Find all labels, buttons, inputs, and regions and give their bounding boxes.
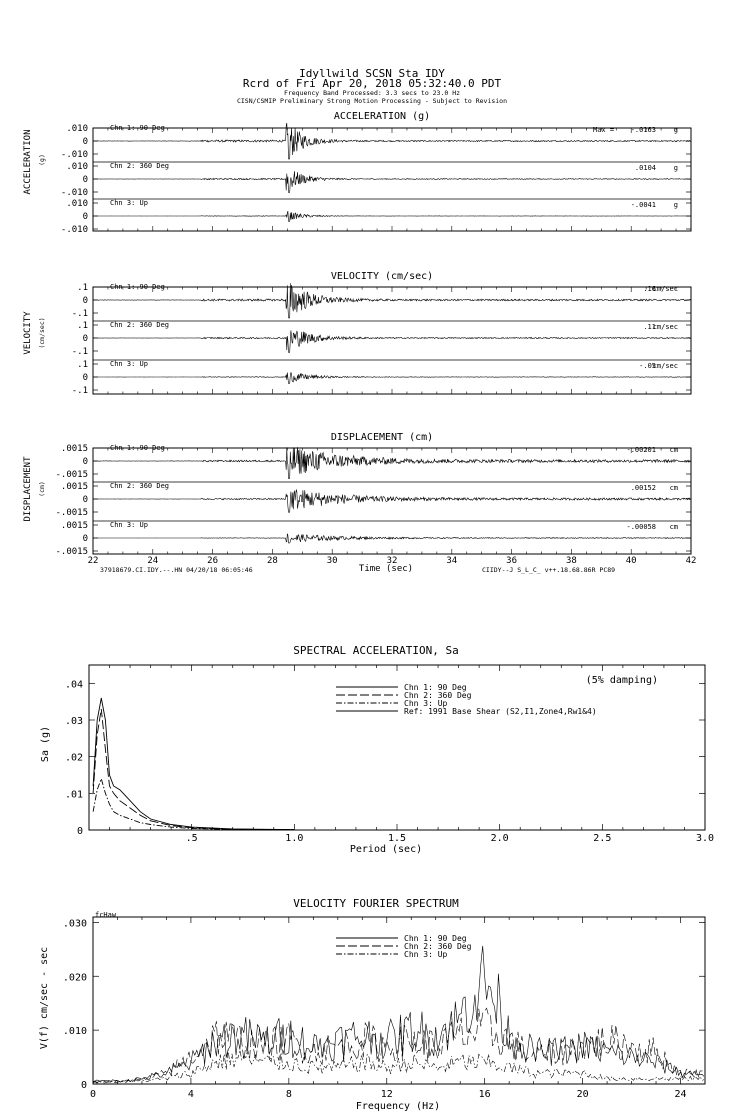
time-tick-label: 36 [506, 556, 518, 566]
velocity-channel-name: Chn 2: 360 Deg [110, 321, 170, 329]
acceleration-channel-name: Chn 1: 90 Deg [110, 124, 165, 132]
acceleration-ytick-neg: -.010 [60, 225, 88, 235]
spectral-legend-label: Ref: 1991 Base Shear (S2,I1,Zone4,Rw1&4) [404, 707, 597, 716]
spectral-legend-label: Chn 1: 90 Deg [404, 683, 467, 692]
acceleration-ytick-pos: .010 [66, 199, 88, 209]
spectral-ytick-label: .04 [64, 679, 83, 691]
spectral-acceleration-plot [40, 644, 714, 855]
fourier-frame [93, 917, 705, 1084]
displacement-channel-unit: cm [669, 523, 678, 531]
acceleration-channel-unit: g [673, 164, 678, 172]
displacement-channel-max: -.00201 [626, 446, 656, 454]
spectral-xtick-label: 2.0 [490, 833, 509, 844]
spectral-series-line [93, 709, 294, 830]
spectral-ylabel: Sa (g) [40, 725, 51, 763]
time-tick-label: 34 [446, 556, 458, 566]
spectral-ytick-label: 0 [76, 826, 83, 837]
station-title: Idyllwild SCSN Sta IDY [299, 67, 445, 80]
velocity-channel-unit: cm/sec [652, 323, 678, 331]
spectral-series-line [93, 698, 294, 830]
spectral-xtick-label: 3.0 [695, 833, 715, 844]
fourier-title: VELOCITY FOURIER SPECTRUM [293, 897, 459, 910]
displacement-side-label: DISPLACEMENT [23, 456, 33, 522]
time-tick-label: 38 [565, 556, 577, 566]
time-axis-label: Time (sec) [358, 564, 414, 574]
spectral-legend-label: Chn 3: Up [404, 699, 448, 708]
displacement-unit-label: (cm) [38, 481, 46, 497]
fourier-corner-label: fcHaw [95, 911, 117, 919]
displacement-title: DISPLACEMENT (cm) [330, 432, 434, 443]
fourier-ytick-label: .010 [62, 1026, 87, 1038]
fourier-series-line [93, 946, 704, 1082]
fourier-xtick-label: 20 [576, 1089, 589, 1100]
acceleration-ytick-pos: .010 [66, 162, 88, 172]
velocity-ytick-neg: -.1 [71, 309, 88, 319]
velocity-channel-max: .16 [643, 285, 656, 293]
velocity-channel-max: .11 [643, 323, 656, 331]
spectral-xlabel: Period (sec) [349, 844, 423, 855]
displacement-ytick-neg: -.0015 [55, 508, 88, 518]
velocity-ytick-zero: 0 [82, 296, 88, 306]
acceleration-panel [23, 111, 691, 235]
acceleration-channel-name: Chn 3: Up [110, 199, 148, 207]
velocity-ytick-neg: -.1 [71, 386, 88, 396]
fourier-xtick-label: 24 [674, 1089, 687, 1100]
velocity-panel [23, 271, 691, 396]
velocity-channel-max: -.05 [639, 362, 656, 370]
displacement-ytick-zero: 0 [82, 495, 88, 505]
fourier-xtick-label: 16 [478, 1089, 491, 1100]
spectral-legend-label: Chn 2: 360 Deg [404, 691, 472, 700]
time-tick-label: 26 [207, 556, 219, 566]
fourier-series-line [93, 1050, 704, 1084]
spectral-ytick-label: .03 [64, 716, 83, 727]
acceleration-channel-unit: g [673, 126, 678, 134]
acceleration-unit-label: (g) [38, 154, 46, 166]
velocity-unit-label: (cm/sec) [38, 317, 46, 349]
fourier-xtick-label: 0 [89, 1089, 97, 1100]
displacement-channel-unit: cm [669, 484, 678, 492]
spectral-xtick-label: 1.5 [387, 833, 407, 844]
acceleration-ytick-neg: -.010 [60, 188, 88, 198]
velocity-frame [93, 287, 691, 394]
time-tick-label: 30 [326, 556, 338, 566]
displacement-ytick-pos: .0015 [60, 482, 88, 492]
acceleration-channel-max: .0104 [634, 164, 656, 172]
spectral-series-line [93, 779, 294, 830]
displacement-ytick-neg: -.0015 [55, 547, 88, 557]
spectral-xtick-label: 1.0 [285, 833, 304, 844]
acceleration-trace [93, 211, 690, 221]
displacement-channel-name: Chn 3: Up [110, 521, 148, 529]
acceleration-channel-max: -.0163 [630, 126, 656, 134]
acceleration-trace [93, 171, 690, 192]
acceleration-channel-name: Chn 2: 360 Deg [110, 162, 170, 170]
damping-note: (5% damping) [585, 675, 658, 686]
frequency-band: Frequency Band Processed: 3.3 secs to 23.0 Hz [283, 89, 461, 97]
displacement-trace [93, 534, 690, 543]
time-tick-label: 28 [266, 556, 278, 566]
velocity-side-label: VELOCITY [23, 311, 33, 355]
displacement-ytick-neg: -.0015 [55, 470, 88, 480]
velocity-ytick-pos: .1 [77, 360, 88, 370]
spectral-frame [89, 665, 705, 830]
acceleration-ytick-zero: 0 [82, 175, 88, 185]
fourier-xtick-label: 4 [187, 1089, 194, 1100]
velocity-ytick-pos: .1 [77, 321, 88, 331]
velocity-ytick-neg: -.1 [71, 347, 88, 357]
fourier-xlabel: Frequency (Hz) [355, 1101, 441, 1112]
spectral-xtick-label: .5 [185, 833, 198, 844]
velocity-channel-unit: cm/sec [652, 285, 678, 293]
velocity-ytick-pos: .1 [77, 283, 88, 293]
displacement-channel-name: Chn 1: 90 Deg [110, 444, 165, 452]
acceleration-ytick-pos: .010 [66, 124, 88, 134]
displacement-panel [23, 432, 691, 557]
acceleration-ytick-zero: 0 [82, 137, 88, 147]
acceleration-title: ACCELERATION (g) [333, 111, 431, 122]
fourier-legend-label: Chn 2: 360 Deg [404, 942, 472, 951]
velocity-title: VELOCITY (cm/sec) [330, 271, 434, 282]
record-id-note: 37918679.CI.IDY.--.HN 04/20/18 06:05:46 [100, 566, 253, 574]
fourier-ytick-label: .020 [62, 972, 87, 984]
velocity-channel-unit: cm/sec [652, 362, 678, 370]
displacement-channel-max: .00152 [630, 484, 656, 492]
version-note: CIIDY--J S_L_C_ v++.18.68.86R PC89 [482, 566, 616, 574]
acceleration-side-label: ACCELERATION [23, 129, 33, 195]
fourier-ylabel: V(f) cm/sec - sec [39, 946, 50, 1050]
record-time: Rcrd of Fri Apr 20, 2018 05:32:40.0 PDT [242, 77, 502, 90]
velocity-channel-name: Chn 1: 90 Deg [110, 283, 165, 291]
displacement-ytick-pos: .0015 [60, 521, 88, 531]
displacement-ytick-pos: .0015 [60, 444, 88, 454]
acceleration-ytick-zero: 0 [82, 212, 88, 222]
displacement-trace [93, 490, 690, 513]
processing-disclaimer: CISN/CSMIP Preliminary Strong Motion Processing - Subject to Revision [236, 97, 508, 105]
time-tick-label: 32 [386, 556, 398, 566]
velocity-fourier-plot [39, 897, 705, 1112]
displacement-channel-name: Chn 2: 360 Deg [110, 482, 170, 490]
spectral-title: SPECTRAL ACCELERATION, Sa [293, 644, 459, 657]
acceleration-channel-unit: g [673, 201, 678, 209]
velocity-ytick-zero: 0 [82, 334, 88, 344]
time-tick-label: 40 [625, 556, 637, 566]
velocity-channel-name: Chn 3: Up [110, 360, 148, 368]
displacement-ytick-zero: 0 [82, 534, 88, 544]
displacement-channel-max: -.00058 [626, 523, 656, 531]
velocity-ytick-zero: 0 [82, 373, 88, 383]
time-tick-label: 42 [685, 556, 697, 566]
acceleration-ytick-neg: -.010 [60, 150, 88, 160]
displacement-ytick-zero: 0 [82, 457, 88, 467]
velocity-trace [93, 373, 690, 384]
displacement-channel-unit: cm [669, 446, 678, 454]
time-tick-label: 22 [87, 556, 99, 566]
fourier-ytick-label: 0 [80, 1080, 87, 1091]
fourier-legend-label: Chn 3: Up [404, 950, 448, 959]
acceleration-max-prefix: Max = [593, 126, 615, 134]
spectral-ytick-label: .02 [64, 752, 83, 764]
acceleration-channel-max: -.0041 [630, 201, 656, 209]
fourier-legend-label: Chn 1: 90 Deg [404, 934, 467, 943]
fourier-xtick-label: 8 [285, 1089, 292, 1100]
fourier-xtick-label: 12 [380, 1089, 393, 1100]
spectral-ytick-label: .01 [64, 789, 83, 801]
fourier-ytick-label: .030 [62, 918, 87, 930]
velocity-trace [93, 330, 690, 352]
spectral-xtick-label: 2.5 [593, 833, 612, 844]
time-tick-label: 24 [147, 556, 159, 566]
